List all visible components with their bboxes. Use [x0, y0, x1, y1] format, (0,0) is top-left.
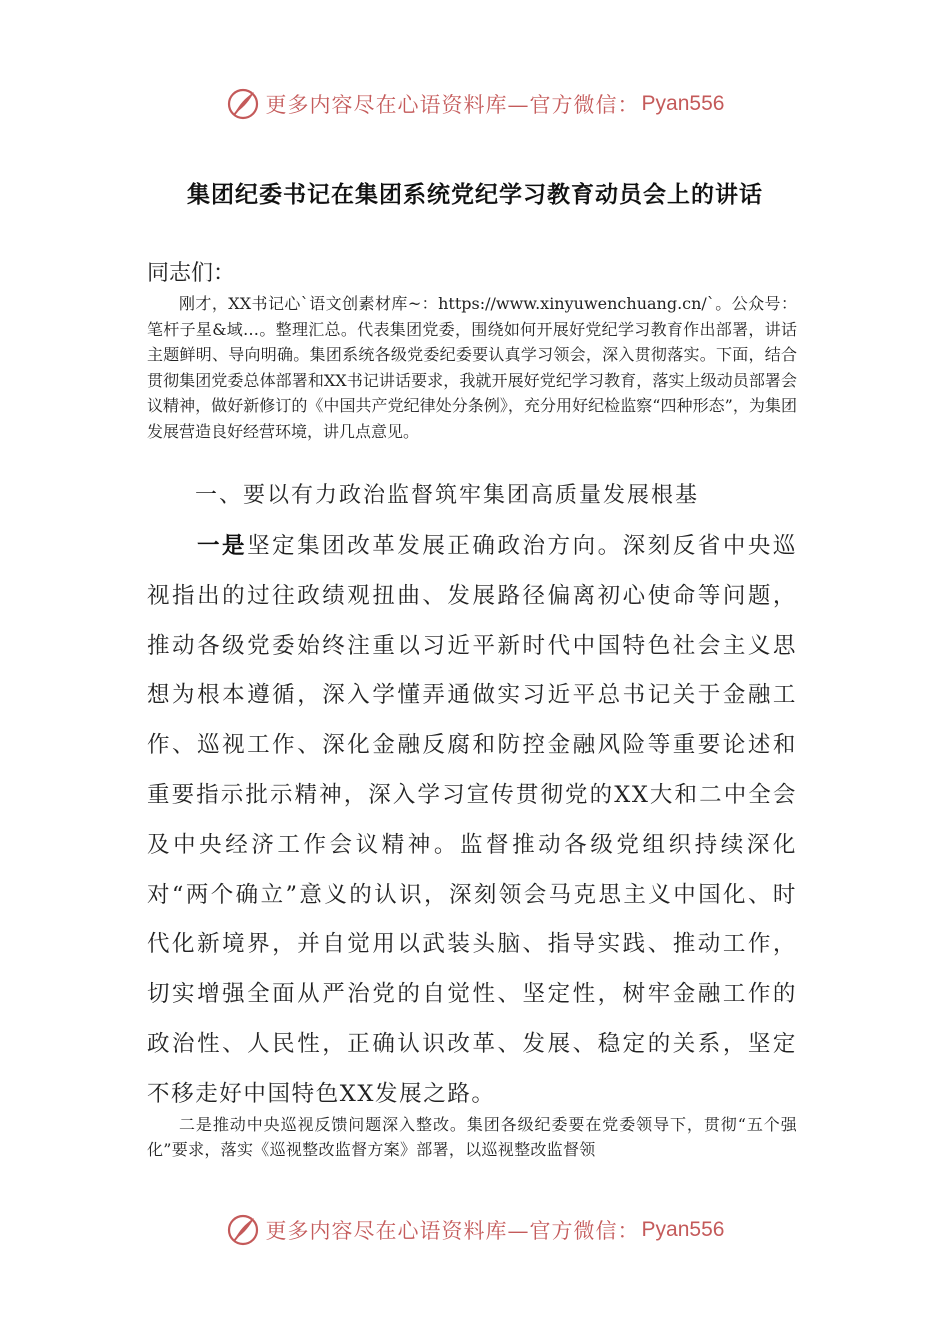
document-title: 集团纪委书记在集团系统党纪学习教育动员会上的讲话 [187, 182, 763, 208]
banner-text: 更多内容尽在心语资料库—官方微信： [265, 93, 640, 117]
quill-logo-icon [226, 87, 260, 121]
footer-banner [0, 1208, 950, 1252]
quill-logo-icon [226, 1213, 260, 1247]
salutation: 同志们： [147, 261, 236, 286]
header-banner [0, 82, 950, 126]
point-1-body: 坚定集团改革发展正确政治方向。深刻反省中央巡视指出的过往政绩观扭曲、发展路径偏离初心使命等问题，推动各级党委始终注重以习近平新时代中国特色社会主义思想为根本遵循，深入学懂弄通做实习近平总书记关于金融工作、巡视工作、深化金融反腐和防控金融风险等重要论述和重要指示批示精神，深入学习宣传贯彻党的XX大和二中全会及中央经济工作会议精神。监督推动各级党组织持续深化对“两个确立”意义的认识，深刻领会马克思主义中国化、时代化新境界，并自觉用以武装头脑、指导实践、推动工作，切实增强全面从严治党的自觉性、坚定性，树牢金融工作的政治性、人民性，正确认识改革、发展、稳定的关系，坚定不移走好中国特色XX发展之路。 [147, 533, 797, 1107]
point-1-lead: 一是 [197, 533, 248, 559]
point-2-paragraph: 二是推动中央巡视反馈问题深入整改。集团各级纪委要在党委领导下，贯彻“五个强化”要求，落实《巡视整改监督方案》部署，以巡视整改监督领 [147, 1115, 797, 1159]
section-heading-1: 一、要以有力政治监督筑牢集团高质量发展根基 [195, 483, 700, 508]
banner-text: 更多内容尽在心语资料库—官方微信： [265, 1219, 640, 1243]
banner-wechat-id: Pyan556 [641, 92, 725, 115]
point-1-paragraph [147, 522, 797, 1120]
intro-paragraph: 刚才，XX书记心`语文创素材库~：https://www.xinyuwenchuang.cn/`。公众号：笔杆子星&域…。整理汇总。代表集团党委，围绕如何开展好党纪学习教育作出部署，讲话主题鲜明、导向明确。集团系统各级党委纪委要认真学习领会，深入贯彻落实。下面，结合贯彻集团党委总体部署和XX书记讲话要求，我就开展好党纪学习教育，落实上级动员部署会议精神，做好新修订的《中国共产党纪律处分条例》，充分用好纪检监察“四种形态”，为集团发展营造良好经营环境，讲几点意见。 [147, 294, 797, 441]
banner-wechat-id: Pyan556 [641, 1218, 725, 1241]
